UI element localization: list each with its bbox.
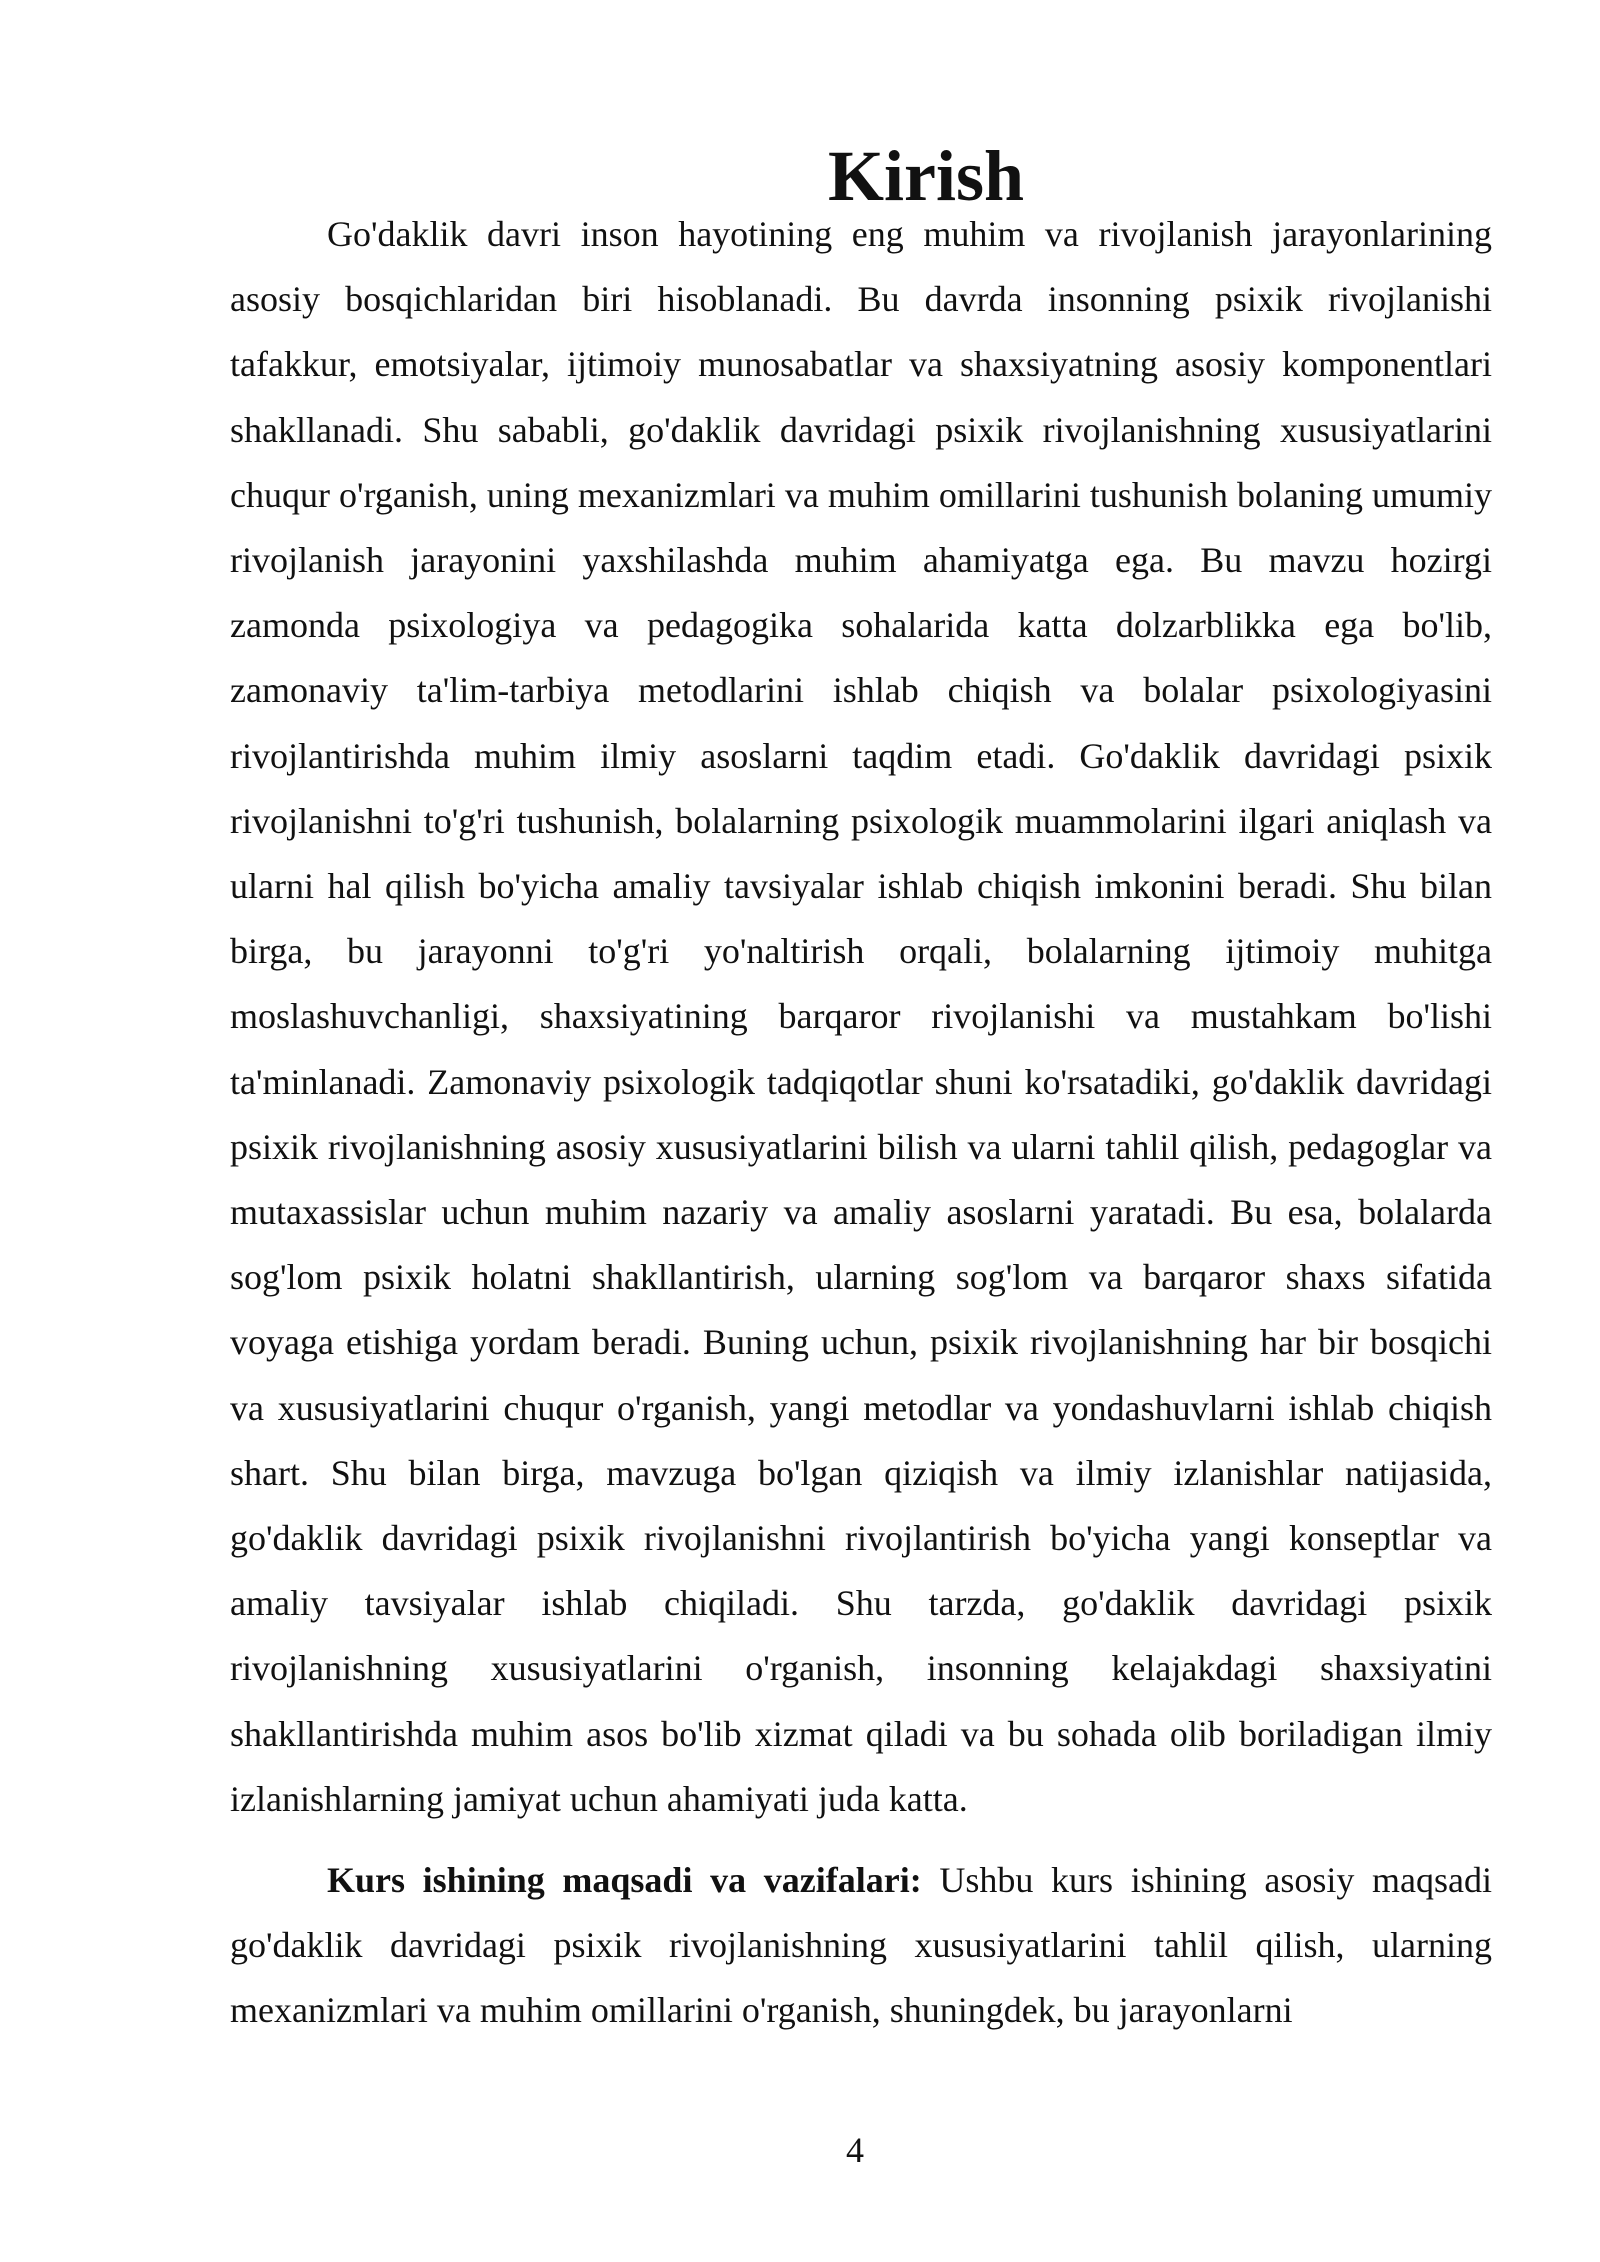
goals-paragraph-body: Ushbu kurs ishining asosiy maqsadi go'daklik davridagi psixik rivojlanishning xususiyatlarini tahlil qilish, ularning mexanizmlari va muhim omillarini o'rganish, shuningdek, bu jarayonlarni — [230, 1860, 1493, 2031]
page-content — [230, 136, 1493, 2044]
goals-paragraph-lead: Kurs ishining maqsadi va vazifalari: — [327, 1860, 922, 1901]
introduction-paragraph: Go'daklik davri inson hayotining eng muhim va rivojlanish jarayonlarining asosiy bosqichlaridan biri hisoblanadi. Bu davrda insonning psixik rivojlanishi tafakkur, emotsiyalar, ijtimoiy munosabatlar va shaxsiyatning asosiy komponentlari shakllanadi. Shu sababli, go'daklik davridagi psixik rivojlanishning xususiyatlarini chuqur o'rganish, uning mexanizmlari va muhim omillarini tushunish bolaning umumiy rivojlanish jarayonini yaxshilashda muhim ahamiyatga ega. Bu mavzu hozirgi zamonda psixologiya va pedagogika sohalarida katta dolzarblikka ega bo'lib, zamonaviy ta'lim-tarbiya metodlarini ishlab chiqish va bolalar psixologiyasini rivojlantirishda muhim ilmiy asoslarni taqdim etadi. Go'daklik davridagi psixik rivojlanishni to'g'ri tushunish, bolalarning psixologik muammolarini ilgari aniqlash va ularni hal qilish bo'yicha amaliy tavsiyalar ishlab chiqish imkonini beradi. Shu bilan birga, bu jarayonni to'g'ri yo'naltirish orqali, bolalarning ijtimoiy muhitga moslashuvchanligi, shaxsiyatining barqaror rivojlanishi va mustahkam bo'lishi ta'minlanadi. Zamonaviy psixologik tadqiqotlar shuni ko'rsatadiki, go'daklik davridagi psixik rivojlanishning asosiy xususiyatlarini bilish va ularni tahlil qilish, pedagoglar va mutaxassislar uchun muhim nazariy va amaliy asoslarni yaratadi. Bu esa, bolalarda sog'lom psixik holatni shakllantirish, ularning sog'lom va barqaror shaxs sifatida voyaga etishiga yordam beradi. Buning uchun, psixik rivojlanishning har bir bosqichi va xususiyatlarini chuqur o'rganish, yangi metodlar va yondashuvlarni ishlab chiqish shart. Shu bilan birga, mavzuga bo'lgan qiziqish va ilmiy izlanishlar natijasida, go'daklik davridagi psixik rivojlanishni rivojlantirish bo'yicha yangi konseptlar va amaliy tavsiyalar ishlab chiqiladi. Shu tarzda, go'daklik davridagi psixik rivojlanishning xususiyatlarini o'rganish, insonning kelajakdagi shaxsiyatini shakllantirishda muhim asos bo'lib xizmat qiladi va bu sohada olib boriladigan ilmiy izlanishlarning jamiyat uchun ahamiyati juda katta. — [230, 214, 1492, 1819]
section-heading: Kirish — [827, 136, 1025, 216]
goals-paragraph — [230, 1848, 1492, 2044]
page-number: 4 — [846, 2130, 864, 2170]
